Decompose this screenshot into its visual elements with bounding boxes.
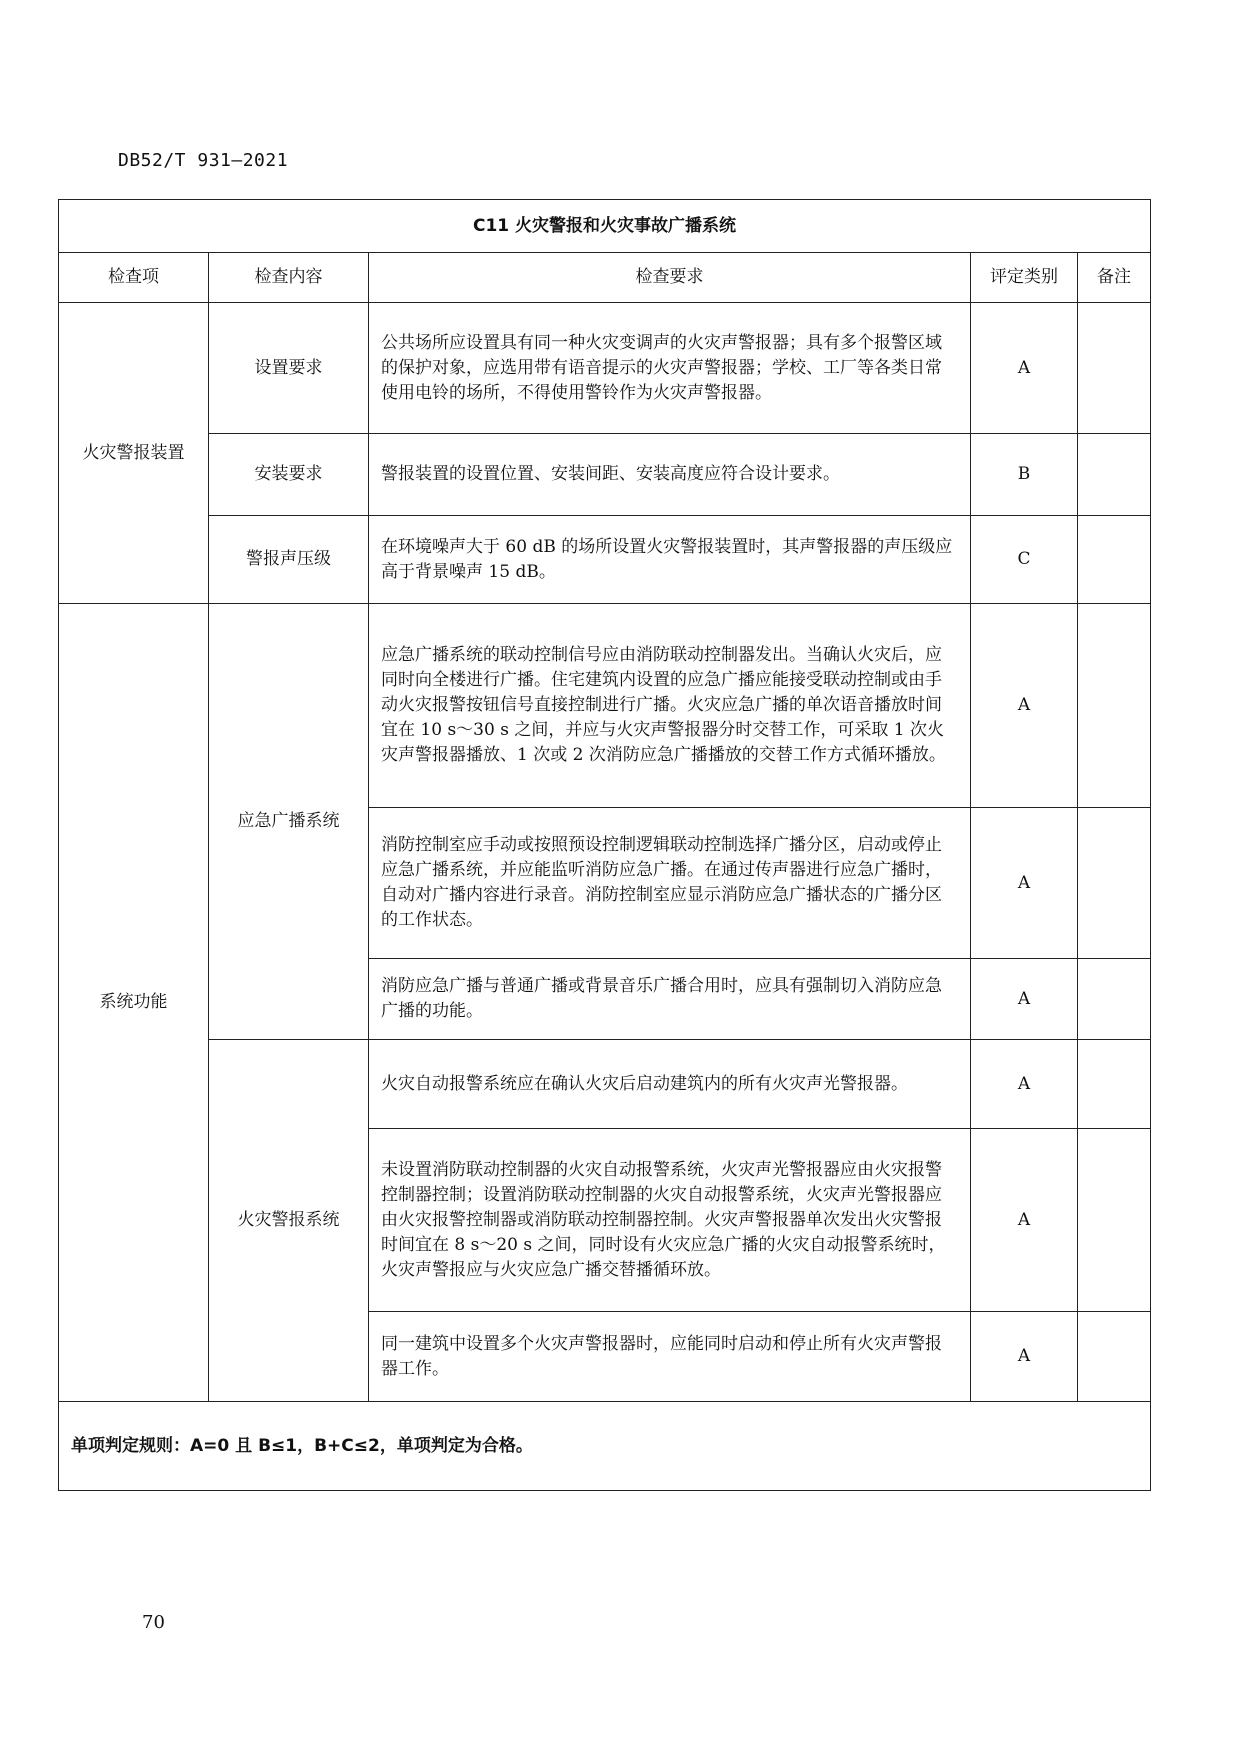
table-row <box>59 516 1151 604</box>
note-cell <box>1078 1312 1151 1402</box>
note-cell <box>1078 959 1151 1040</box>
table-header-row <box>59 253 1151 303</box>
requirement-text: 同一建筑中设置多个火灾声警报器时，应能同时启动和停止所有火灾声警报器工作。 <box>369 1312 971 1402</box>
check-item: 系统功能 <box>59 604 209 1402</box>
requirement-text: 消防控制室应手动或按照预设控制逻辑联动控制选择广播分区，启动或停止应急广播系统，并应能监听消防应急广播。在通过传声器进行应急广播时，自动对广播内容进行录音。消防控制室应显示消防应急广播状态的广播分区的工作状态。 <box>369 808 971 959</box>
requirement-text: 火灾自动报警系统应在确认火灾后启动建筑内的所有火灾声光警报器。 <box>369 1040 971 1129</box>
category-badge: A <box>971 1129 1078 1312</box>
check-content: 火灾警报系统 <box>209 1040 369 1402</box>
table-title-row <box>59 200 1151 253</box>
judgement-rule: 单项判定规则：A=0 且 B≤1，B+C≤2，单项判定为合格。 <box>59 1402 1151 1491</box>
requirement-text: 应急广播系统的联动控制信号应由消防联动控制器发出。当确认火灾后，应同时向全楼进行广播。住宅建筑内设置的应急广播应能接受联动控制或由手动火灾报警按钮信号直接控制进行广播。火灾应急广播的单次语音播放时间宜在 10 s～30 s 之间，并应与火灾声警报器分时交替工作，可采取 1 次火灾声警报器播放、1 次或 2 次消防应急广播播放的交替工作方式循环播放。 <box>369 604 971 808</box>
category-badge: A <box>971 959 1078 1040</box>
note-cell <box>1078 516 1151 604</box>
note-cell <box>1078 1129 1151 1312</box>
check-content: 警报声压级 <box>209 516 369 604</box>
check-content: 应急广播系统 <box>209 604 369 1040</box>
category-badge: A <box>971 1312 1078 1402</box>
requirement-text: 未设置消防联动控制器的火灾自动报警系统，火灾声光警报器应由火灾报警控制器控制；设置消防联动控制器的火灾自动报警系统，火灾声光警报器应由火灾报警控制器或消防联动控制器控制。火灾声警报器单次发出火灾警报时间宜在 8 s～20 s 之间，同时设有火灾应急广播的火灾自动报警系统时，火灾声警报应与火灾应急广播交替播循环放。 <box>369 1129 971 1312</box>
note-cell <box>1078 434 1151 516</box>
category-badge: A <box>971 303 1078 434</box>
inspection-table <box>58 199 1151 1491</box>
table-row <box>59 303 1151 434</box>
category-badge: A <box>971 604 1078 808</box>
requirement-text: 警报装置的设置位置、安装间距、安装高度应符合设计要求。 <box>369 434 971 516</box>
note-cell <box>1078 604 1151 808</box>
requirement-text: 消防应急广播与普通广播或背景音乐广播合用时，应具有强制切入消防应急广播的功能。 <box>369 959 971 1040</box>
category-badge: A <box>971 808 1078 959</box>
requirement-text: 公共场所应设置具有同一种火灾变调声的火灾声警报器；具有多个报警区域的保护对象，应选用带有语音提示的火灾声警报器；学校、工厂等各类日常使用电铃的场所，不得使用警铃作为火灾声警报器。 <box>369 303 971 434</box>
category-badge: C <box>971 516 1078 604</box>
table-row <box>59 1040 1151 1129</box>
page-number: 70 <box>142 1612 165 1633</box>
requirement-text: 在环境噪声大于 60 dB 的场所设置火灾警报装置时，其声警报器的声压级应高于背景噪声 15 dB。 <box>369 516 971 604</box>
note-cell <box>1078 303 1151 434</box>
col-header-requirement: 检查要求 <box>369 253 971 303</box>
check-content: 设置要求 <box>209 303 369 434</box>
note-cell <box>1078 808 1151 959</box>
check-item: 火灾警报装置 <box>59 303 209 604</box>
category-badge: B <box>971 434 1078 516</box>
col-header-category: 评定类别 <box>971 253 1078 303</box>
category-badge: A <box>971 1040 1078 1129</box>
document-code: DB52/T 931—2021 <box>118 150 289 171</box>
col-header-content: 检查内容 <box>209 253 369 303</box>
note-cell <box>1078 1040 1151 1129</box>
col-header-item: 检查项 <box>59 253 209 303</box>
table-title: C11 火灾警报和火灾事故广播系统 <box>59 200 1151 253</box>
check-content: 安装要求 <box>209 434 369 516</box>
table-row <box>59 434 1151 516</box>
table-row <box>59 604 1151 808</box>
judgement-rule-row <box>59 1402 1151 1491</box>
col-header-note: 备注 <box>1078 253 1151 303</box>
